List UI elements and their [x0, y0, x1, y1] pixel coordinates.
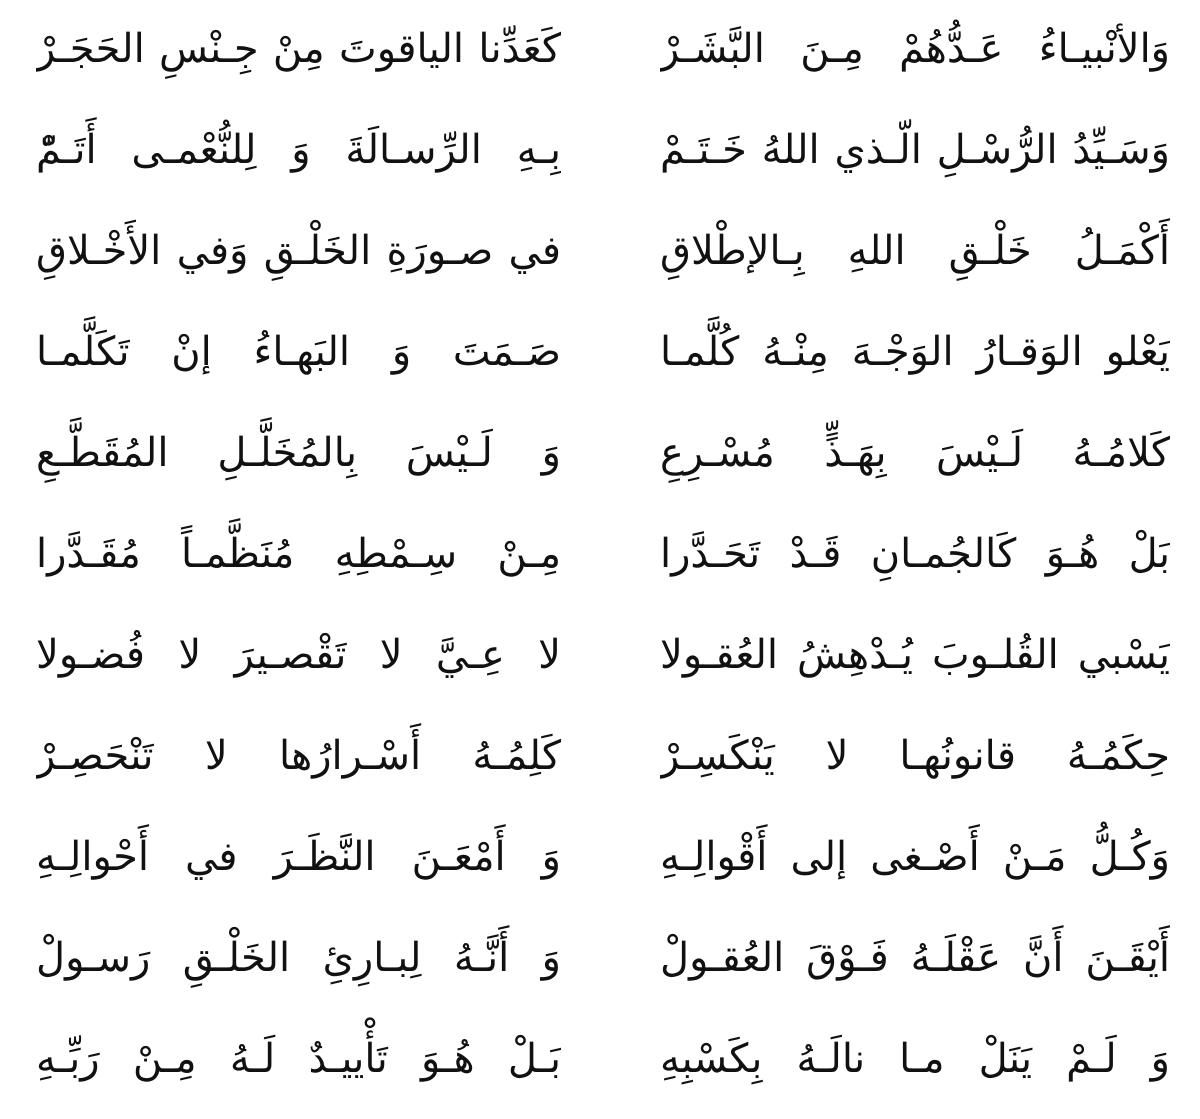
- verse-second-hemistich: بَـلْ هُـوَ تَأْييـدٌ لَـهُ مِـنْ رَبِّـهِ: [36, 1036, 561, 1082]
- verse-first-hemistich: يَعْلو الوَقـارُ الوَجْـهَ مِنْـهُ كُلَّمـا: [660, 329, 1170, 375]
- verse: [0, 612, 1200, 713]
- verse: [0, 814, 1200, 915]
- verse-second-hemistich: صَـمَتَ وَ البَهـاءُ إنْ تَكَلَّمـا: [36, 329, 561, 375]
- verse-first-hemistich: حِكَمُـهُ قانونُهـا لا يَنْكَسِـرْ: [660, 733, 1170, 779]
- verse-second-hemistich: كَعَدِّنا الياقوتَ مِنْ جِـنْسِ الحَجَـرْ: [36, 26, 561, 72]
- verse-second-hemistich: مِـنْ سِـمْطِهِ مُنَظَّمـاً مُقَـدَّرا: [36, 531, 561, 577]
- verse-first-hemistich: وَالأنْبيـاءُ عَـدُّهُمْ مِـنَ البَّشَـرْ: [660, 26, 1170, 72]
- verse-first-hemistich: وَسَـيِّدُ الرُّسْـلِ الّـذي اللهُ خَـتَـمْ: [660, 127, 1170, 173]
- verse-first-hemistich: أَيْقَـنَ أَنَّ عَقْلَـهُ فَـوْقَ العُقـولْ: [660, 935, 1170, 981]
- verse: [0, 1016, 1200, 1117]
- verse-first-hemistich: وَ لَـمْ يَنَلْ مـا نالَـهُ بِكَسْبِهِ: [660, 1036, 1170, 1082]
- verse-second-hemistich: بِـهِ الرِّسـالَةَ وَ لِلنُّعْمـى أَتَـمّْ: [36, 127, 561, 173]
- verse-first-hemistich: وَكُـلُّ مَـنْ أَصْـغى إلى أَقْوالِـهِ: [660, 834, 1170, 880]
- verse-first-hemistich: كَلامُـهُ لَـيْسَ بِهَـذٍّ مُسْـرِعِ: [660, 430, 1170, 476]
- verse-second-hemistich: وَ لَـيْسَ بِالمُخَلَّـلِ المُقَطَّـعِ: [36, 430, 561, 476]
- verse-first-hemistich: بَلْ هُـوَ كَالجُمـانِ قَـدْ تَحَـدَّرا: [660, 531, 1170, 577]
- verse-second-hemistich: وَ أَنَّـهُ لِبـارِئِ الخَلْـقِ رَسـولْ: [36, 935, 561, 981]
- verse-first-hemistich: يَسْبي القُلـوبَ يُـدْهِشُ العُقـولا: [660, 632, 1170, 678]
- verse-first-hemistich: أَكْمَـلُ خَلْـقِ اللهِ بِـالإطْلاقِ: [660, 228, 1170, 274]
- verse: [0, 107, 1200, 208]
- verse-second-hemistich: في صـورَةِ الخَلْـقِ وَفي الأَخْـلاقِ: [36, 228, 561, 274]
- verse-second-hemistich: وَ أَمْعَـنَ النَّظَـرَ في أَحْوالِـهِ: [36, 834, 561, 880]
- verse: [0, 410, 1200, 511]
- verse: [0, 713, 1200, 814]
- verse: [0, 511, 1200, 612]
- verse: [0, 915, 1200, 1016]
- poem-verses: [0, 6, 1200, 1117]
- verse: [0, 309, 1200, 410]
- verse: [0, 208, 1200, 309]
- verse-second-hemistich: كَلِمُـهُ أَسْـرارُها لا تَنْحَصِـرْ: [36, 733, 561, 779]
- verse-second-hemistich: لا عِـيَّ لا تَقْصـيرَ لا فُضـولا: [36, 632, 561, 678]
- verse: [0, 6, 1200, 107]
